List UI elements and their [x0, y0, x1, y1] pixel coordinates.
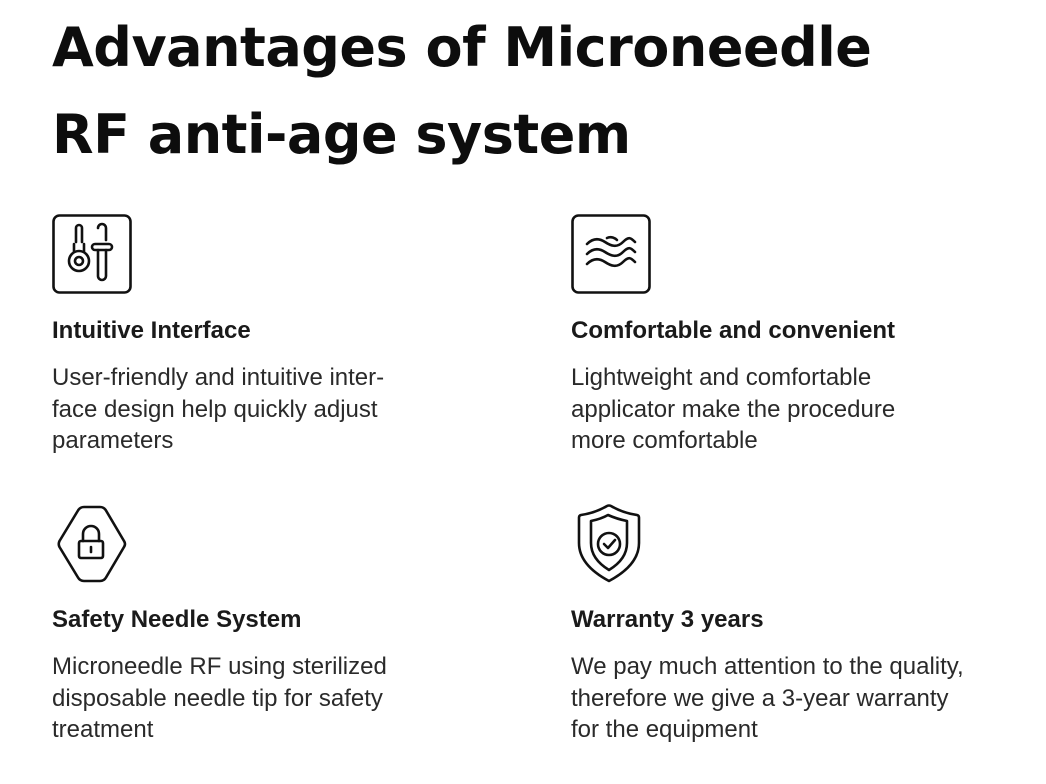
feature-description	[571, 651, 964, 746]
feature-title: Safety Needle System	[52, 606, 302, 633]
feature-title: Comfortable and convenient	[571, 317, 896, 344]
page-title	[52, 4, 871, 178]
feature-description	[571, 362, 895, 457]
desc-line: parameters	[52, 427, 174, 454]
title-line-2: RF anti-age system	[52, 103, 631, 166]
waves-icon	[571, 214, 651, 294]
lock-icon	[52, 503, 132, 583]
desc-line: more comfortable	[571, 427, 758, 454]
desc-line: User-friendly and intuitive inter-	[52, 364, 385, 391]
desc-line: disposable needle tip for safety	[52, 684, 383, 712]
desc-line: treatment	[52, 716, 154, 743]
desc-line: for the equipment	[571, 716, 758, 743]
desc-line: Lightweight and comfortable	[571, 364, 872, 391]
feature-description	[52, 362, 384, 457]
desc-line: applicator make the procedure	[571, 395, 896, 423]
desc-line: therefore we give a 3-year warranty	[571, 684, 949, 712]
shield-check-icon	[571, 503, 651, 583]
sliders-icon	[52, 214, 132, 294]
desc-line: face design help quickly adjust	[52, 395, 378, 423]
title-line-1: Advantages of Microneedle	[52, 16, 872, 79]
desc-line: Microneedle RF using sterilized	[52, 653, 387, 680]
desc-line: We pay much attention to the quality,	[571, 653, 964, 680]
feature-title: Intuitive Interface	[52, 317, 251, 344]
feature-title: Warranty 3 years	[571, 606, 764, 633]
feature-description	[52, 651, 387, 746]
